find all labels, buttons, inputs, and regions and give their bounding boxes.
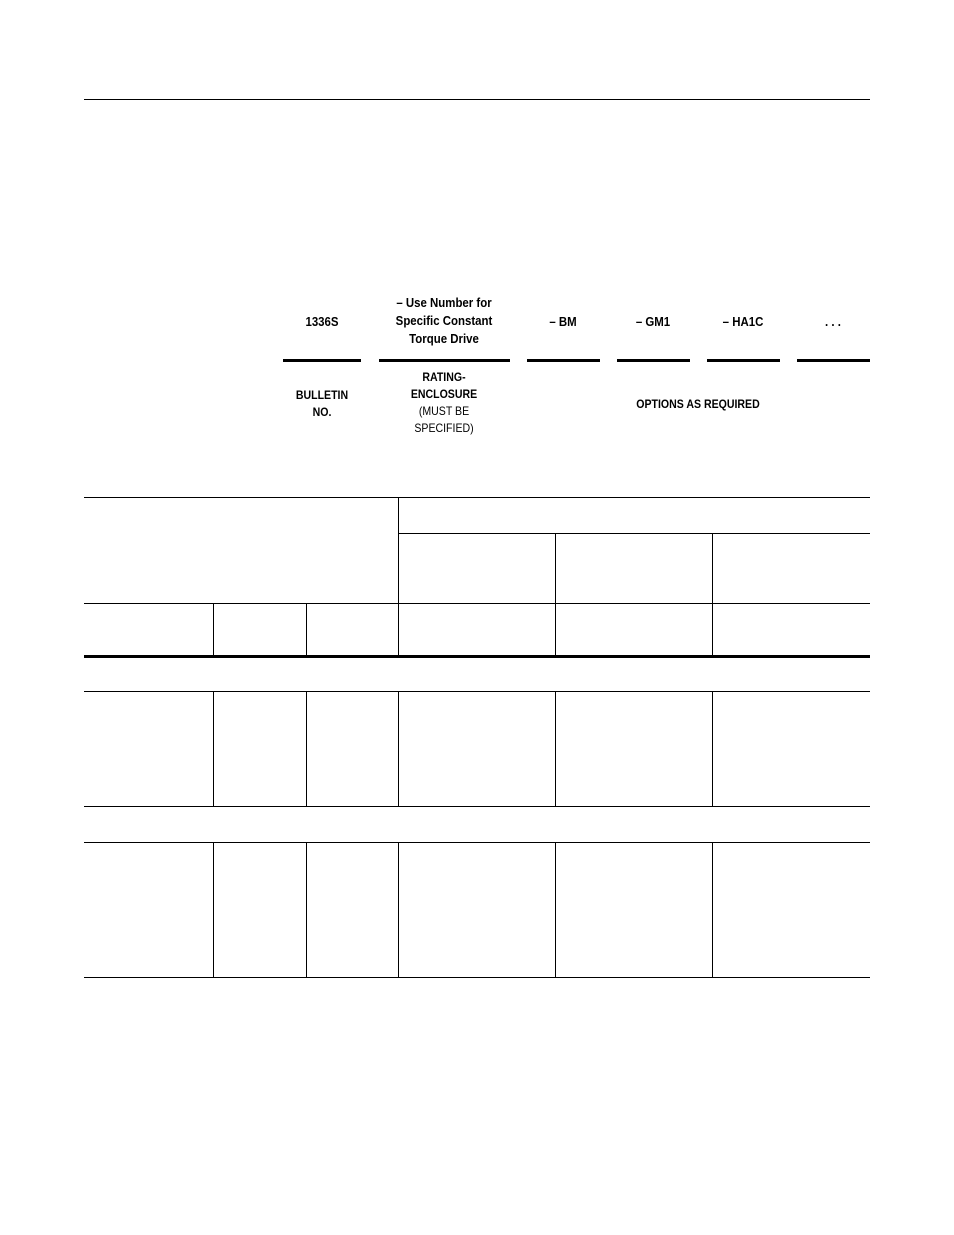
segment-option-ha1c: – HA1C bbox=[722, 314, 764, 329]
table-rule bbox=[84, 842, 870, 843]
segment-underline bbox=[617, 359, 690, 362]
segment-rating-code: – Use Number for Specific Constant Torque Drive bbox=[395, 295, 493, 346]
segment-underline bbox=[379, 359, 510, 362]
segment-underline bbox=[527, 359, 600, 362]
table-divider bbox=[712, 533, 713, 655]
table-divider bbox=[213, 842, 214, 977]
segment-option-gm1: – GM1 bbox=[635, 314, 671, 329]
rating-note: (MUST BE SPECIFIED) bbox=[414, 404, 474, 435]
rating-description bbox=[396, 369, 493, 437]
table-divider bbox=[306, 603, 307, 655]
bulletin-description: BULLETIN NO. bbox=[295, 388, 349, 419]
table-divider bbox=[398, 497, 399, 655]
table-divider bbox=[306, 691, 307, 806]
segment-underline bbox=[707, 359, 780, 362]
table-divider bbox=[398, 691, 399, 806]
table-rule bbox=[84, 497, 870, 498]
table-rule bbox=[84, 806, 870, 807]
segment-more: . . . bbox=[825, 314, 841, 329]
rating-title: RATING- ENCLOSURE bbox=[410, 370, 478, 401]
table-rule bbox=[84, 691, 870, 692]
table-divider bbox=[213, 603, 214, 655]
table-divider bbox=[398, 842, 399, 977]
table-divider bbox=[712, 842, 713, 977]
segment-bulletin-code: 1336S bbox=[305, 314, 339, 329]
table-divider bbox=[213, 691, 214, 806]
options-description: OPTIONS AS REQUIRED bbox=[636, 397, 760, 411]
header-rule bbox=[84, 99, 870, 100]
table-divider bbox=[555, 533, 556, 655]
table-divider bbox=[555, 842, 556, 977]
table-divider bbox=[712, 691, 713, 806]
table-rule bbox=[84, 977, 870, 978]
segment-option-bm: – BM bbox=[549, 314, 577, 329]
table-header-rule bbox=[84, 655, 870, 658]
table-divider bbox=[555, 691, 556, 806]
table-divider bbox=[306, 842, 307, 977]
segment-underline bbox=[797, 359, 870, 362]
table-rule bbox=[84, 603, 870, 604]
table-rule bbox=[398, 533, 870, 534]
segment-underline bbox=[283, 359, 361, 362]
